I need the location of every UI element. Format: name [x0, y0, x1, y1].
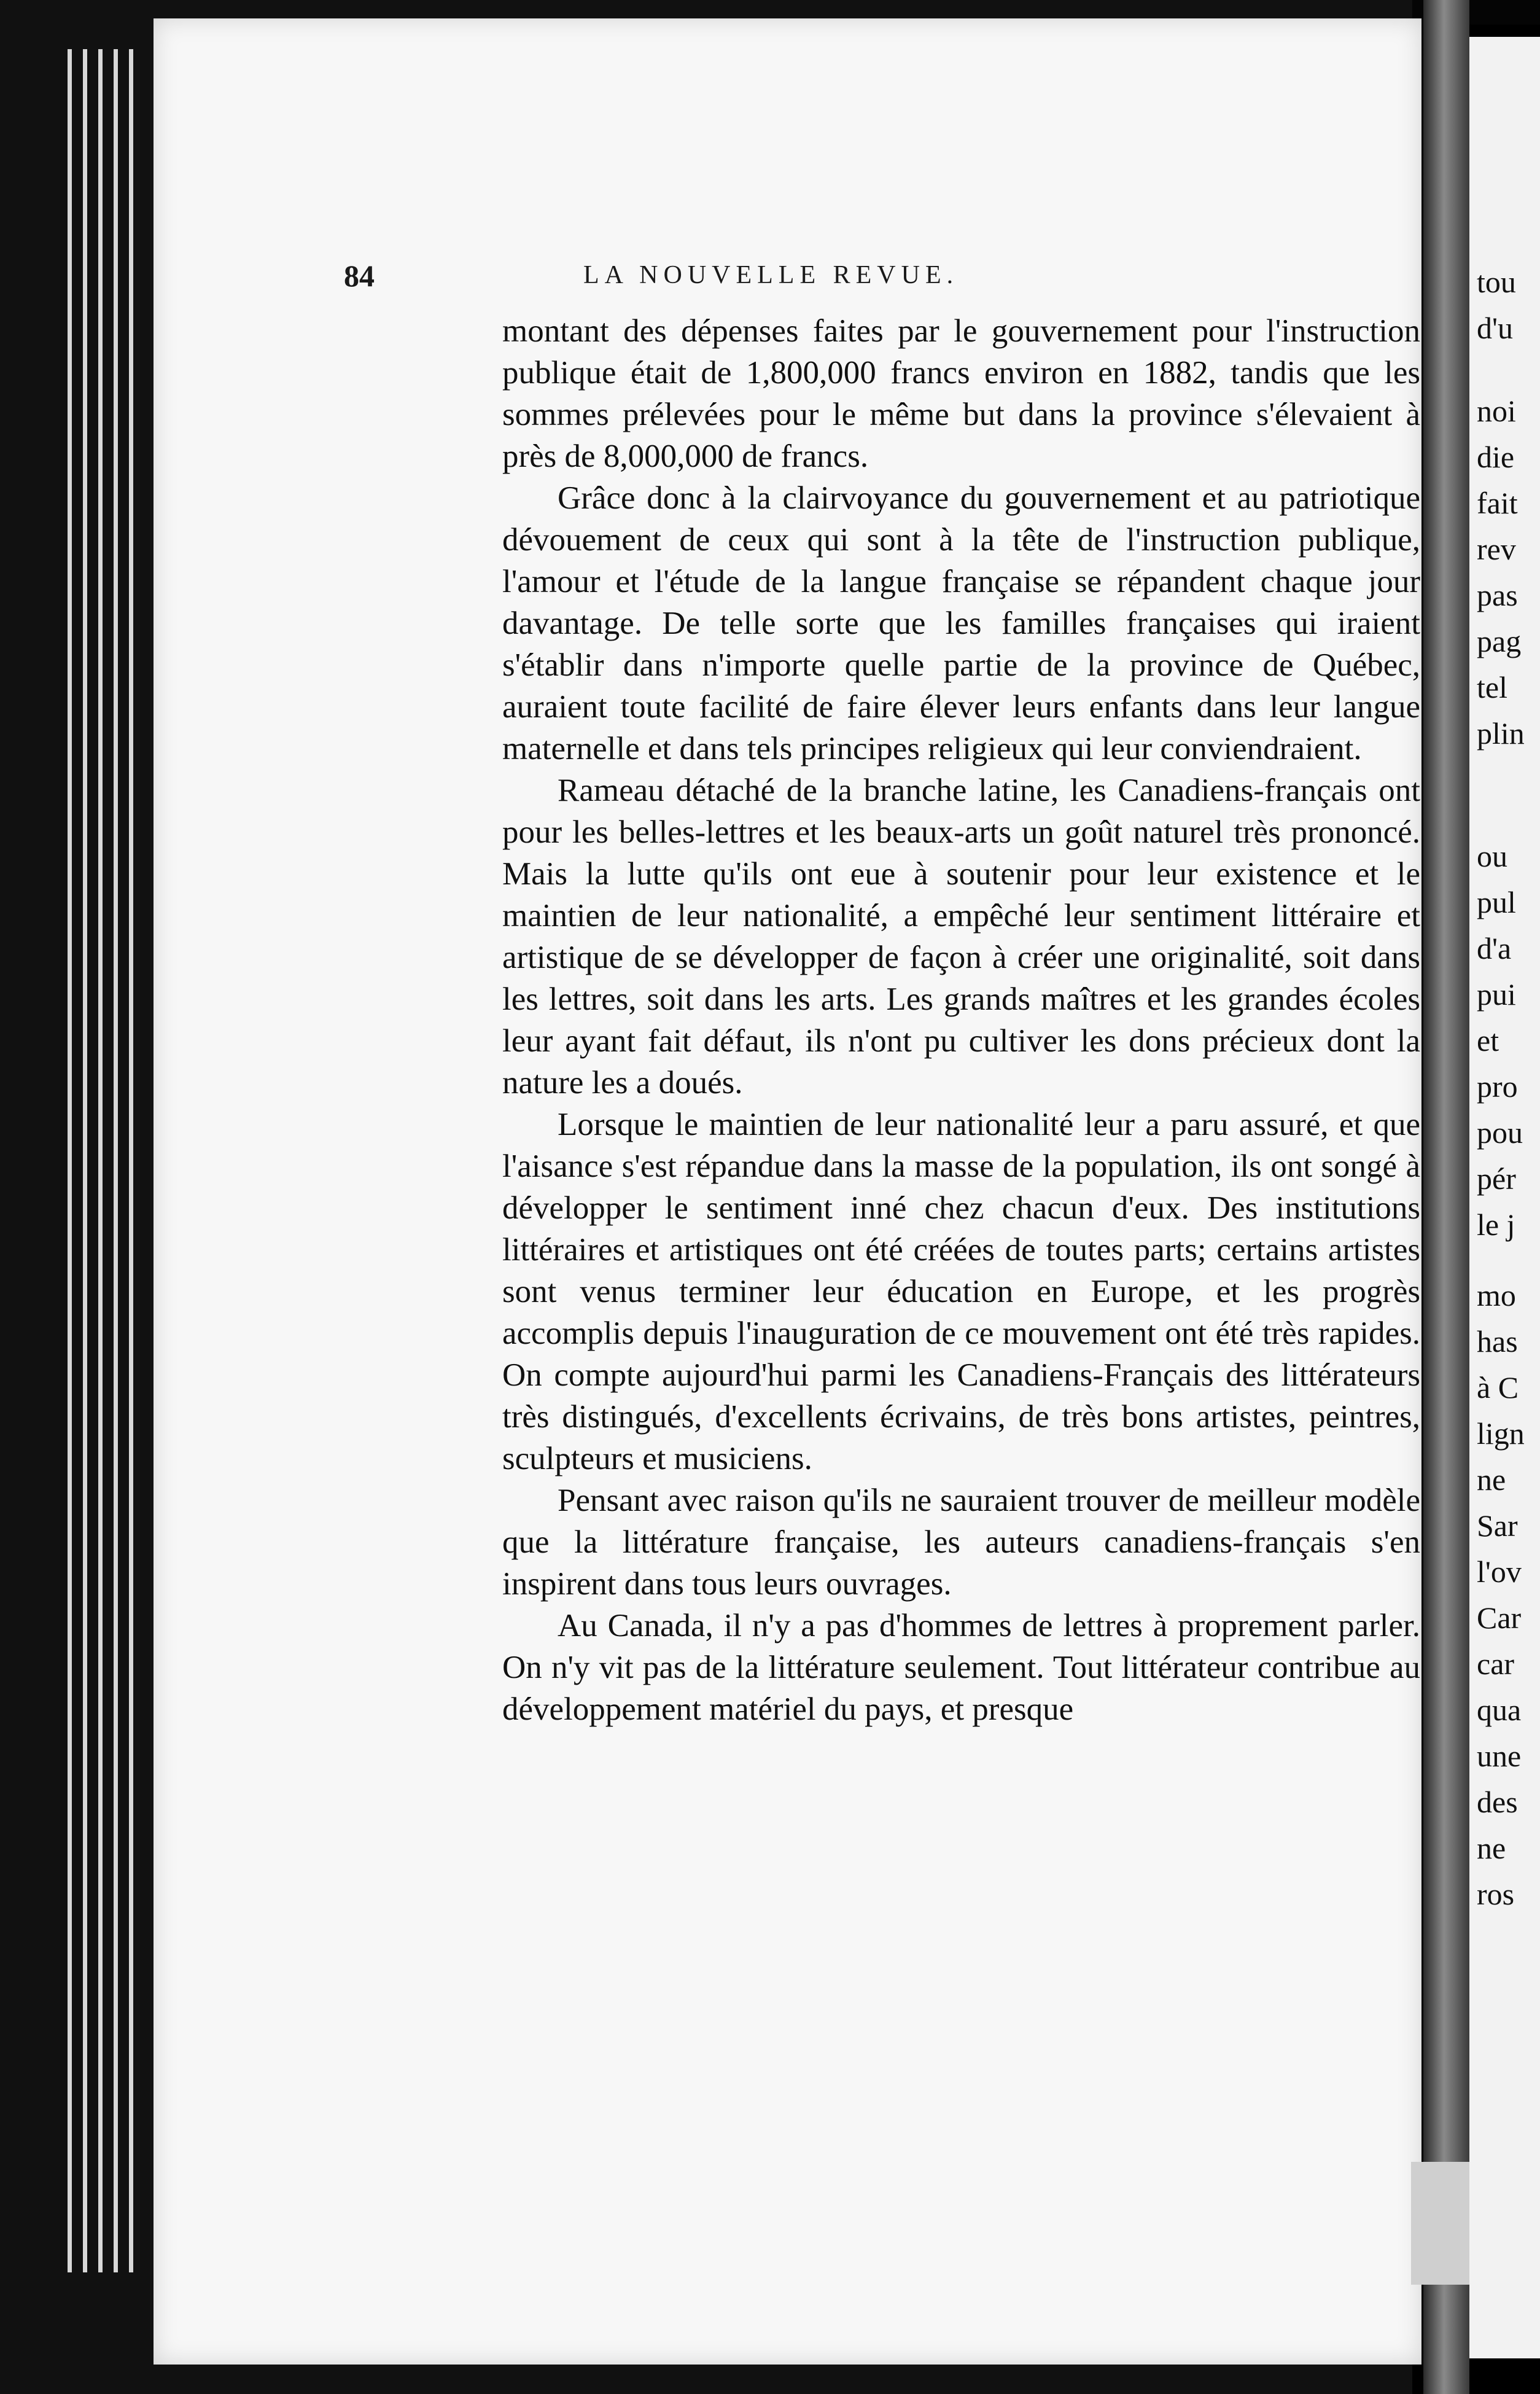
- page-stack-edge: [83, 49, 87, 2272]
- next-page-fragment: pui: [1477, 977, 1516, 1012]
- next-page-fragment: pag: [1477, 624, 1522, 658]
- next-page-fragment: pér: [1477, 1161, 1516, 1196]
- next-page-fragment: l'ov: [1477, 1554, 1522, 1589]
- next-page-edge: [1469, 37, 1540, 2358]
- paragraph: Rameau détaché de la branche latine, les Canadiens-français ont pour les belles-lettres et les beaux-arts un goût naturel très prononcé. Mais la lutte qu'ils ont eue à soutenir pour leur existence et le maintien de leur nationalité, a empêché leur sentiment littéraire et artistique de se développer de façon à créer une originalité, soit dans les lettres, soit dans les arts. Les grands maîtres et les grandes écoles leur ayant fait défaut, ils n'ont pu cultiver les dons précieux dont la nature les a doués.: [502, 773, 1420, 1101]
- next-page-fragment: rev: [1477, 532, 1516, 566]
- next-page-fragment: noi: [1477, 394, 1516, 428]
- next-page-fragment: ne: [1477, 1831, 1506, 1865]
- binding-tab: [1411, 2162, 1476, 2285]
- next-page-fragment: une: [1477, 1739, 1522, 1773]
- next-page-fragment: has: [1477, 1324, 1518, 1359]
- next-page-fragment: car: [1477, 1647, 1515, 1681]
- next-page-fragment: à C: [1477, 1370, 1519, 1405]
- paragraph: montant des dépenses faites par le gouvernement pour l'instruction publique était de 1,800,000 francs environ en 1882, tandis que les sommes prélevées pour le même but dans la province s'élevaient à près de 8,000,000 de francs.: [502, 313, 1420, 474]
- page-header: [344, 258, 1431, 301]
- next-page-fragment: ne: [1477, 1462, 1506, 1497]
- next-page-fragment: Car: [1477, 1601, 1522, 1635]
- paragraph: Lorsque le maintien de leur nationalité leur a paru assuré, et que l'aisance s'est répandue dans la masse de la population, ils ont songé à développer le sentiment inné chez chacun d'eux. Des institutions littéraires et artistiques ont été créées de toutes parts; certains artistes sont venus terminer leur éducation en Europe, et les progrès accomplis depuis l'inauguration de ce mouvement ont été très rapides. On compte aujourd'hui parmi les Canadiens-Français des littérateurs très distingués, d'excellents écrivains, de très bons artistes, peintres, sculpteurs et musiciens.: [502, 1107, 1420, 1476]
- next-page-fragment: tou: [1477, 265, 1516, 299]
- next-page-fragment: ros: [1477, 1877, 1515, 1911]
- paragraph: Pensant avec raison qu'ils ne sauraient trouver de meilleur modèle que la littérature française, les auteurs canadiens-français s'en inspirent dans tous leurs ouvrages.: [502, 1483, 1420, 1602]
- page-stack-edge: [129, 49, 133, 2272]
- next-page-fragment: Sar: [1477, 1508, 1518, 1543]
- page-number: 84: [344, 259, 375, 293]
- next-page-fragment: die: [1477, 440, 1515, 474]
- next-page-fragment: d'a: [1477, 931, 1512, 965]
- next-page-fragment: pul: [1477, 885, 1516, 919]
- next-page-fragment: des: [1477, 1785, 1518, 1819]
- paragraph: Au Canada, il n'y a pas d'hommes de lettres à proprement parler. On n'y vit pas de la littérature seulement. Tout littérateur contribue au développement matériel du pays, et presque: [502, 1608, 1420, 1727]
- book-binding: [1423, 0, 1469, 2394]
- next-page-fragment: pou: [1477, 1115, 1523, 1150]
- next-page-fragment: d'u: [1477, 311, 1514, 345]
- next-page-fragment: et: [1477, 1023, 1499, 1058]
- next-page-fragment: qua: [1477, 1693, 1522, 1727]
- page-stack-edge: [68, 49, 72, 2272]
- body-text: [502, 310, 1420, 1730]
- next-page-fragment: tel: [1477, 670, 1507, 704]
- running-head: LA NOUVELLE REVUE.: [583, 261, 959, 289]
- page-stack-edge: [114, 49, 118, 2272]
- next-page-fragment: fait: [1477, 486, 1518, 520]
- paragraph: Grâce donc à la clairvoyance du gouvernement et au patriotique dévouement de ceux qui sont à la tête de l'instruction publique, l'amour et l'étude de la langue française se répandent chaque jour davantage. De telle sorte que les familles françaises qui iraient s'établir dans n'importe quelle partie de la province de Québec, auraient toute facilité de faire élever leurs enfants dans leur langue maternelle et dans tels principes religieux qui leur conviendraient.: [502, 480, 1420, 766]
- next-page-fragment: mo: [1477, 1278, 1516, 1312]
- page-stack-edge: [98, 49, 103, 2272]
- next-page-fragment: ou: [1477, 839, 1507, 873]
- next-page-fragment: le j: [1477, 1207, 1515, 1242]
- next-page-fragment: lign: [1477, 1416, 1525, 1451]
- next-page-fragment: pas: [1477, 578, 1518, 612]
- next-page-fragment: pro: [1477, 1069, 1518, 1104]
- next-page-fragment: plin: [1477, 716, 1525, 751]
